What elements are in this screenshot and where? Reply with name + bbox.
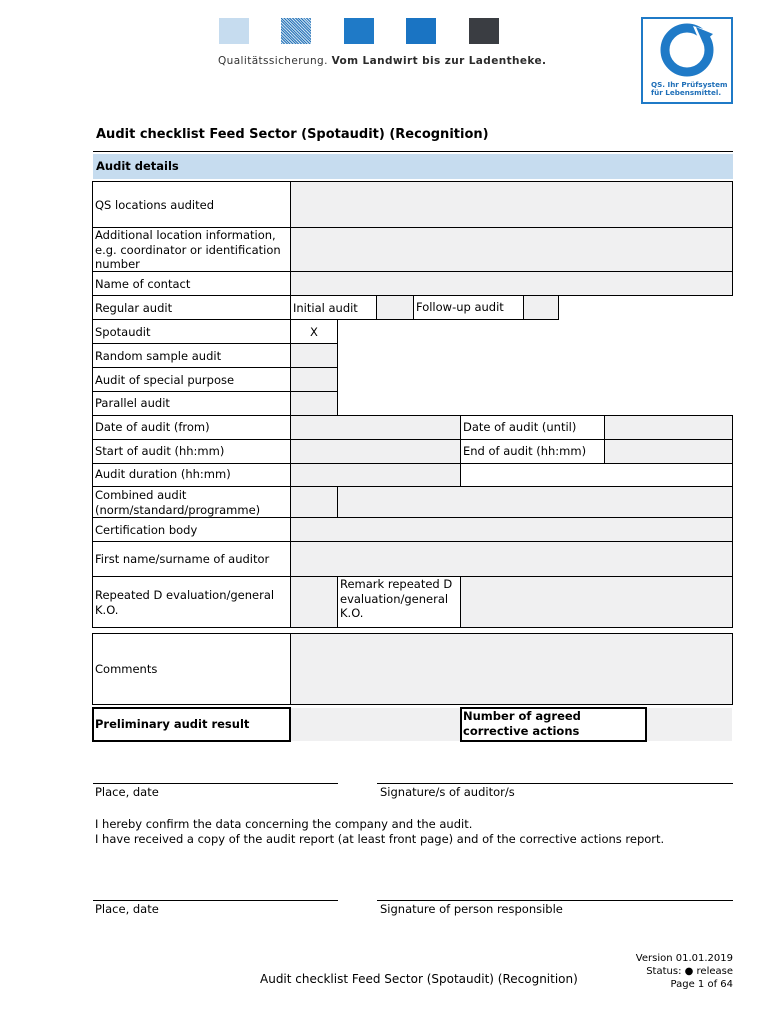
initial-audit-checkbox[interactable] xyxy=(377,296,413,319)
grid-line xyxy=(92,541,733,542)
start-time-field[interactable] xyxy=(291,440,460,463)
grid-line xyxy=(337,486,338,517)
grid-line xyxy=(558,295,559,320)
combined-audit-field[interactable] xyxy=(338,487,732,517)
place-date-line-2[interactable] xyxy=(93,900,338,901)
grid-line xyxy=(92,633,733,634)
responsible-signature-label: Signature of person responsible xyxy=(380,902,563,916)
document-title: Audit checklist Feed Sector (Spotaudit) (Recognition) xyxy=(96,127,489,142)
grid-line xyxy=(523,295,524,320)
grid-line xyxy=(732,415,733,628)
random-sample-checkbox[interactable] xyxy=(291,344,337,367)
start-time-label: Start of audit (hh:mm) xyxy=(95,444,225,458)
qs-locations-field[interactable] xyxy=(291,182,732,227)
additional-info-label: Additional location information, e.g. coordinator or identification number xyxy=(95,228,281,271)
footer-page: Page 1 of 64 xyxy=(670,979,733,990)
grid-line xyxy=(732,181,733,296)
grid-line xyxy=(413,295,414,320)
grid-line xyxy=(290,633,291,705)
duration-field[interactable] xyxy=(291,464,460,486)
grid-line-bold xyxy=(289,707,291,742)
comments-label: Comments xyxy=(95,662,158,676)
brand-square-pattern xyxy=(281,18,311,44)
grid-line xyxy=(337,576,338,628)
grid-line xyxy=(376,295,377,320)
grid-line xyxy=(290,181,291,628)
grid-line xyxy=(460,576,461,628)
grid-line xyxy=(92,415,733,416)
preliminary-result-label: Preliminary audit result xyxy=(95,717,250,731)
brand-square-blue-2 xyxy=(406,18,436,44)
repeated-d-label: Repeated D evaluation/general K.O. xyxy=(95,588,275,617)
section-heading: Audit details xyxy=(93,154,733,179)
auditor-signature-label: Signature/s of auditor/s xyxy=(380,785,515,799)
footer-status: Status: ● release xyxy=(646,966,733,977)
grid-line xyxy=(92,319,559,320)
end-time-label: End of audit (hh:mm) xyxy=(463,444,587,458)
cert-body-label: Certification body xyxy=(95,523,198,537)
qs-locations-label: QS locations audited xyxy=(95,198,214,212)
grid-line-bold xyxy=(92,707,291,709)
combined-audit-label: Combined audit (norm/standard/programme) xyxy=(95,488,261,517)
end-time-field[interactable] xyxy=(605,440,732,463)
repeated-d-checkbox[interactable] xyxy=(291,577,337,627)
corrective-actions-field[interactable] xyxy=(647,708,732,741)
grid-line-bold xyxy=(92,707,94,742)
footer-meta xyxy=(636,952,733,991)
duration-label: Audit duration (hh:mm) xyxy=(95,467,231,481)
remark-repeated-field[interactable] xyxy=(461,577,732,627)
comments-field[interactable] xyxy=(291,634,732,704)
brand-square-light xyxy=(219,18,249,44)
random-sample-label: Random sample audit xyxy=(95,349,222,363)
special-purpose-checkbox[interactable] xyxy=(291,368,337,391)
grid-line xyxy=(92,517,733,518)
grid-line xyxy=(92,181,733,182)
footer-title: Audit checklist Feed Sector (Spotaudit) (Recognition) xyxy=(260,972,578,986)
grid-line xyxy=(92,704,733,705)
grid-line xyxy=(460,415,461,486)
auditor-name-field[interactable] xyxy=(291,542,732,576)
date-until-label: Date of audit (until) xyxy=(463,420,577,434)
header-slogan: Qualitätssicherung. Vom Landwirt bis zur Ladentheke. xyxy=(218,55,547,67)
grid-line xyxy=(92,181,93,628)
responsible-signature-line[interactable] xyxy=(377,900,733,901)
grid-line xyxy=(92,391,338,392)
grid-line xyxy=(92,463,733,464)
qs-logo-icon xyxy=(643,19,731,79)
contact-field[interactable] xyxy=(291,272,732,295)
place-date-label-1: Place, date xyxy=(95,785,159,799)
followup-audit-label: Follow-up audit xyxy=(416,300,504,314)
combined-audit-checkbox[interactable] xyxy=(291,487,337,517)
special-purpose-label: Audit of special purpose xyxy=(95,373,235,387)
date-until-field[interactable] xyxy=(605,416,732,439)
grid-line xyxy=(604,415,605,463)
brand-square-dark xyxy=(469,18,499,44)
qs-logo xyxy=(641,17,733,104)
grid-line xyxy=(92,343,338,344)
grid-line xyxy=(337,319,338,416)
corrective-actions-label: Number of agreed corrective actions xyxy=(463,709,581,738)
regular-audit-label: Regular audit xyxy=(95,301,173,315)
cert-body-field[interactable] xyxy=(291,518,732,541)
grid-line xyxy=(92,627,733,628)
grid-line-bold xyxy=(460,740,647,742)
auditor-signature-line[interactable] xyxy=(377,783,733,784)
grid-line xyxy=(732,633,733,705)
auditor-name-label: First name/surname of auditor xyxy=(95,552,270,566)
remark-repeated-label: Remark repeated D evaluation/general K.O. xyxy=(340,577,453,620)
grid-line-bold xyxy=(460,707,462,742)
contact-label: Name of contact xyxy=(95,277,191,291)
logo-text: QS. Ihr Prüfsystem für Lebensmittel. xyxy=(651,80,728,98)
confirmation-text-1: I hereby confirm the data concerning the company and the audit. xyxy=(95,817,473,831)
date-from-label: Date of audit (from) xyxy=(95,420,210,434)
brand-square-blue xyxy=(344,18,374,44)
grid-line xyxy=(92,633,93,705)
grid-line xyxy=(92,367,338,368)
place-date-label-2: Place, date xyxy=(95,902,159,916)
additional-info-field[interactable] xyxy=(291,228,732,271)
followup-audit-checkbox[interactable] xyxy=(524,296,558,319)
date-from-field[interactable] xyxy=(291,416,460,439)
confirmation-text-2: I have received a copy of the audit report (at least front page) and of the corrective actions report. xyxy=(95,832,665,846)
place-date-line-1[interactable] xyxy=(93,783,338,784)
parallel-audit-label: Parallel audit xyxy=(95,396,170,410)
parallel-audit-checkbox[interactable] xyxy=(291,392,337,415)
grid-line xyxy=(92,439,733,440)
grid-line-bold xyxy=(92,740,291,742)
grid-line-bold xyxy=(645,707,647,742)
title-rule xyxy=(93,151,733,152)
initial-audit-label: Initial audit xyxy=(293,301,358,315)
grid-line xyxy=(92,486,733,487)
spotaudit-label: Spotaudit xyxy=(95,325,151,339)
spotaudit-checked-mark[interactable]: X xyxy=(310,325,318,339)
preliminary-result-field[interactable] xyxy=(291,708,460,741)
footer-version: Version 01.01.2019 xyxy=(635,953,733,964)
